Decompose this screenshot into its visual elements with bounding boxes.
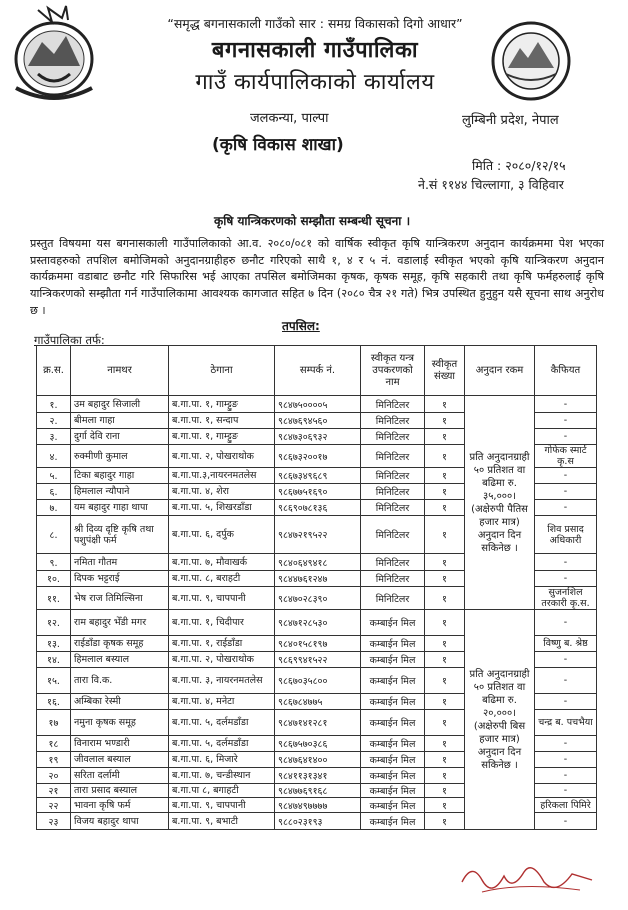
cell-phone: ९८६७३४९६८९ bbox=[275, 468, 361, 484]
cell-sn: २२ bbox=[37, 798, 71, 813]
cell-sn: १६. bbox=[37, 694, 71, 710]
cell-qty: १ bbox=[425, 752, 465, 768]
cell-remark: - bbox=[535, 736, 597, 752]
table-header-row bbox=[37, 346, 597, 396]
cell-qty: १ bbox=[425, 813, 465, 830]
notice-body: प्रस्तुत विषयमा यस बगनासकाली गाउँपालिकाको आ.व. २०८०/०८१ को वार्षिक स्वीकृत कृषि यान्त्रिकरण अनुदान कार्यक्रममा पेश भएका प्रस्तावहरुको तपशिल बमोजिमको अनुदानग्राहीहरु छनौट गरिएको साथै १, ४ र ५ नं. वडालाई स्वीकृत भएको कृषि यान्त्रिकरण अनुदान कार्यक्रममा वडाबाट छनौट गरि सिफारिस भई आएका तपसिल बमोजिमका कृषक, कृषक समूह, कृषि सहकारी तथा कृषि फर्महरुलाई कृषि यान्त्रिकरणको सम्झौता गर्न गाउँपालिकामा आवश्यक कागजात सहित ७ दिन (२०८० चैत्र २१ गते) भित्र उपस्थित हुनुहुन यसै सूचना साथ अनुरोध छ । bbox=[30, 237, 604, 317]
cell-sn: २३ bbox=[37, 813, 71, 830]
cell-address: ब.गा.पा. ९, बभाटी bbox=[169, 813, 275, 830]
cell-qty: १ bbox=[425, 484, 465, 500]
cell-remark: - bbox=[535, 694, 597, 710]
cell-name: तारा वि.क. bbox=[71, 668, 169, 694]
cell-phone: ९८४७७६९१६८ bbox=[275, 784, 361, 798]
cell-remark: - bbox=[535, 610, 597, 636]
cell-qty: १ bbox=[425, 784, 465, 798]
cell-equipment: कम्बाईन मिल bbox=[361, 652, 425, 668]
cell-address: ब.गा.पा. ६, दर्पुक bbox=[169, 516, 275, 554]
cell-phone: ९८४४७६१२४७ bbox=[275, 571, 361, 587]
cell-remark: - bbox=[535, 554, 597, 571]
cell-name: श्री दिव्य दृष्टि कृषि तथा पशुपंक्षी फर्म bbox=[71, 516, 169, 554]
cell-remark: - bbox=[535, 768, 597, 784]
cell-phone: ९८४०१५८१९७ bbox=[275, 636, 361, 652]
slogan: “समृद्ध बगनासकाली गाउँको सार : समग्र विकासको दिगो आधार” bbox=[167, 16, 463, 31]
cell-equipment: मिनिटिलर bbox=[361, 500, 425, 516]
cell-qty: १ bbox=[425, 396, 465, 413]
cell-equipment: कम्बाईन मिल bbox=[361, 694, 425, 710]
cell-qty: १ bbox=[425, 500, 465, 516]
cell-sn: ११. bbox=[37, 587, 71, 610]
cell-name: टिका बहादुर गाहा bbox=[71, 468, 169, 484]
cell-address: ब.गा.पा. ३, नायरनमतलेस bbox=[169, 668, 275, 694]
cell-sn: ७. bbox=[37, 500, 71, 516]
cell-address: ब.गा.पा. ५, दर्लमडाँडा bbox=[169, 736, 275, 752]
cell-remark: - bbox=[535, 784, 597, 798]
cell-phone: ९८४७५००००५ bbox=[275, 396, 361, 413]
cell-remark: - bbox=[535, 752, 597, 768]
header-name: नामथर bbox=[71, 346, 169, 396]
office-name: गाउँ कार्यपालिकाको कार्यालय bbox=[195, 70, 435, 95]
cell-phone: ९८४७६९४५६० bbox=[275, 413, 361, 429]
cell-phone: ९८६७५७०३८६ bbox=[275, 736, 361, 752]
cell-phone: ९८६९९४१५२२ bbox=[275, 652, 361, 668]
cell-name: अम्बिका रेस्मी bbox=[71, 694, 169, 710]
cell-address: ब.गा.पा. ६, मिजारे bbox=[169, 752, 275, 768]
cell-name: विजय बहादुर थापा bbox=[71, 813, 169, 830]
cell-sn: १७ bbox=[37, 710, 71, 736]
cell-address: ब.गा.पा ८, बगाहटी bbox=[169, 784, 275, 798]
cell-qty: १ bbox=[425, 587, 465, 610]
cell-remark: गोफेक स्मार्ट कृ.स bbox=[535, 445, 597, 468]
cell-phone: ९८६७०३५८०० bbox=[275, 668, 361, 694]
cell-name: नमिता गौतम bbox=[71, 554, 169, 571]
cell-equipment: मिनिटिलर bbox=[361, 429, 425, 445]
cell-phone: ९८४०६४९४१८ bbox=[275, 554, 361, 571]
cell-address: ब.गा.पा. ९, चापपानी bbox=[169, 798, 275, 813]
header-grant: अनुदान रकम bbox=[465, 346, 535, 396]
cell-address: ब.गा.पा. १, सन्दाप bbox=[169, 413, 275, 429]
cell-phone: ९८६९०७८१३६ bbox=[275, 500, 361, 516]
cell-equipment: मिनिटिलर bbox=[361, 484, 425, 500]
office-address: जलकन्या, पाल्पा bbox=[250, 111, 329, 126]
cell-remark: - bbox=[535, 484, 597, 500]
cell-name: हिमलाल न्यौपाने bbox=[71, 484, 169, 500]
cell-address: ब.गा.पा. १, गाम्ट्टुङ bbox=[169, 396, 275, 413]
cell-qty: १ bbox=[425, 571, 465, 587]
cell-name: तारा प्रसाद बस्याल bbox=[71, 784, 169, 798]
cell-name: उम बहादुर सिजाली bbox=[71, 396, 169, 413]
cell-sn: ८. bbox=[37, 516, 71, 554]
cell-equipment: मिनिटिलर bbox=[361, 396, 425, 413]
header-remark: कैफियत bbox=[535, 346, 597, 396]
cell-sn: ३. bbox=[37, 429, 71, 445]
header-address: ठेगाना bbox=[169, 346, 275, 396]
cell-sn: १९ bbox=[37, 752, 71, 768]
cell-sn: ५. bbox=[37, 468, 71, 484]
cell-grant-amount: प्रति अनुदानग्राही ५० प्रतिशत वा बढिमा रु. २०,०००। (अक्षेरुपी बिस हजार मात्र) अनुदान दिन सकिनेछ । bbox=[465, 610, 535, 830]
cell-address: ब.गा.पा. १, चिदीपार bbox=[169, 610, 275, 636]
cell-qty: १ bbox=[425, 636, 465, 652]
cell-sn: १५. bbox=[37, 668, 71, 694]
cell-name: हिमलाल बस्याल bbox=[71, 652, 169, 668]
cell-qty: १ bbox=[425, 429, 465, 445]
cell-sn: १८ bbox=[37, 736, 71, 752]
beneficiary-table bbox=[36, 345, 597, 830]
cell-qty: १ bbox=[425, 668, 465, 694]
cell-equipment: मिनिटिलर bbox=[361, 554, 425, 571]
cell-qty: १ bbox=[425, 554, 465, 571]
cell-qty: १ bbox=[425, 610, 465, 636]
cell-remark: - bbox=[535, 668, 597, 694]
cell-phone: ९८४७२१९५२२ bbox=[275, 516, 361, 554]
cell-qty: १ bbox=[425, 516, 465, 554]
cell-phone: ९८८०२३१९३ bbox=[275, 813, 361, 830]
cell-address: ब.गा.पा. १, गाम्ट्टुङ bbox=[169, 429, 275, 445]
cell-name: सरिता दर्लामी bbox=[71, 768, 169, 784]
cell-remark: - bbox=[535, 652, 597, 668]
cell-remark: सुजनशिल तरकारी कृ.स. bbox=[535, 587, 597, 610]
cell-equipment: कम्बाईन मिल bbox=[361, 610, 425, 636]
cell-equipment: मिनिटिलर bbox=[361, 571, 425, 587]
cell-remark: - bbox=[535, 468, 597, 484]
header-phone: सम्पर्क नं. bbox=[275, 346, 361, 396]
header-quantity: स्वीकृत संख्या bbox=[425, 346, 465, 396]
cell-equipment: मिनिटिलर bbox=[361, 516, 425, 554]
province: लुम्बिनी प्रदेश, नेपाल bbox=[462, 113, 559, 128]
cell-sn: १३. bbox=[37, 636, 71, 652]
cell-remark: - bbox=[535, 413, 597, 429]
cell-address: ब.गा.पा. ७, मौवाखर्क bbox=[169, 554, 275, 571]
branch-name: (कृषि विकास शाखा) bbox=[212, 135, 344, 155]
cell-remark: चन्द्र ब. पचभैया bbox=[535, 710, 597, 736]
cell-name: राम बहादुर भेँडी मगर bbox=[71, 610, 169, 636]
cell-sn: १०. bbox=[37, 571, 71, 587]
cell-name: भावना कृषि फर्म bbox=[71, 798, 169, 813]
nepal-emblem-logo bbox=[8, 4, 100, 104]
cell-equipment: कम्बाईन मिल bbox=[361, 636, 425, 652]
cell-phone: ९८४७६४१४०० bbox=[275, 752, 361, 768]
cell-qty: १ bbox=[425, 652, 465, 668]
cell-name: जीवलाल बस्याल bbox=[71, 752, 169, 768]
cell-sn: २० bbox=[37, 768, 71, 784]
cell-address: ब.गा.पा. ४, शेरा bbox=[169, 484, 275, 500]
cell-grant-amount: प्रति अनुदानग्राही ५० प्रतिशत वा बढिमा रु. ३५,०००। (अक्षेरुपी पैतिस हजार मात्र) अनुदान दिन सकिनेछ । bbox=[465, 396, 535, 610]
section-title: गाउँपालिका तर्फ: bbox=[34, 333, 105, 347]
cell-qty: १ bbox=[425, 468, 465, 484]
cell-equipment: मिनिटिलर bbox=[361, 468, 425, 484]
cell-name: दुर्गा देवि राना bbox=[71, 429, 169, 445]
cell-address: ब.गा.पा. ५, दर्लमडाँडा bbox=[169, 710, 275, 736]
cell-qty: १ bbox=[425, 736, 465, 752]
cell-name: रुक्मीणी कुमाल bbox=[71, 445, 169, 468]
cell-remark: - bbox=[535, 571, 597, 587]
cell-equipment: मिनिटिलर bbox=[361, 413, 425, 429]
cell-sn: १२. bbox=[37, 610, 71, 636]
cell-name: विनाराम भण्डारी bbox=[71, 736, 169, 752]
municipality-seal-logo bbox=[490, 20, 572, 102]
cell-phone: ९८४७१४१२८१ bbox=[275, 710, 361, 736]
cell-name: यम बहादुर गाहा थापा bbox=[71, 500, 169, 516]
cell-remark: हरिकला पिमिरे bbox=[535, 798, 597, 813]
cell-remark: - bbox=[535, 813, 597, 830]
cell-name: राईडाँडा कृषक समूह bbox=[71, 636, 169, 652]
cell-equipment: कम्बाईन मिल bbox=[361, 736, 425, 752]
cell-address: ब.गा.पा.३,नायरनमतलेस bbox=[169, 468, 275, 484]
cell-equipment: कम्बाईन मिल bbox=[361, 752, 425, 768]
cell-address: ब.गा.पा. ५, शिखरडाँडा bbox=[169, 500, 275, 516]
header-equipment: स्वीकृत यन्त्र उपकरणको नाम bbox=[361, 346, 425, 396]
cell-equipment: कम्बाईन मिल bbox=[361, 784, 425, 798]
table-row bbox=[37, 396, 597, 413]
cell-remark: शिव प्रसाद अधिकारी bbox=[535, 516, 597, 554]
cell-equipment: कम्बाईन मिल bbox=[361, 768, 425, 784]
cell-sn: १. bbox=[37, 396, 71, 413]
schedule-title: तपसिल: bbox=[282, 319, 320, 333]
cell-address: ब.गा.पा. ४, मनेटा bbox=[169, 694, 275, 710]
cell-phone: ९८४७१२८५३० bbox=[275, 610, 361, 636]
cell-phone: ९८४७०२८३९० bbox=[275, 587, 361, 610]
cell-sn: ४. bbox=[37, 445, 71, 468]
cell-sn: २. bbox=[37, 413, 71, 429]
cell-remark: - bbox=[535, 500, 597, 516]
cell-qty: १ bbox=[425, 710, 465, 736]
cell-name: नमुना कृषक समूह bbox=[71, 710, 169, 736]
cell-remark: - bbox=[535, 429, 597, 445]
cell-address: ब.गा.पा. १, राईडाँडा bbox=[169, 636, 275, 652]
cell-equipment: कम्बाईन मिल bbox=[361, 710, 425, 736]
cell-qty: १ bbox=[425, 798, 465, 813]
cell-qty: १ bbox=[425, 694, 465, 710]
cell-phone: ९८६७८४७७५ bbox=[275, 694, 361, 710]
municipality-name: बगनासकाली गाउँपालिका bbox=[211, 38, 419, 63]
cell-sn: २१ bbox=[37, 784, 71, 798]
cell-phone: ९८४७३०६९३२ bbox=[275, 429, 361, 445]
notice-date: मिति : २०८०/१२/१५ bbox=[472, 158, 566, 173]
cell-phone: ९८६७७५१६९० bbox=[275, 484, 361, 500]
cell-equipment: मिनिटिलर bbox=[361, 445, 425, 468]
cell-qty: १ bbox=[425, 445, 465, 468]
cell-sn: ६. bbox=[37, 484, 71, 500]
cell-address: ब.गा.पा. ७, चन्डीस्थान bbox=[169, 768, 275, 784]
cell-remark: - bbox=[535, 396, 597, 413]
cell-address: ब.गा.पा. ८, बराहटी bbox=[169, 571, 275, 587]
cell-name: दिपक भट्टराई bbox=[71, 571, 169, 587]
cell-equipment: कम्बाईन मिल bbox=[361, 798, 425, 813]
cell-qty: १ bbox=[425, 768, 465, 784]
reference-number: ने.सं ११४४ चिल्लागा, ३ विहिवार bbox=[418, 177, 564, 192]
cell-equipment: मिनिटिलर bbox=[361, 587, 425, 610]
table-row bbox=[37, 610, 597, 636]
cell-name: भेष राज तिमिल्सिना bbox=[71, 587, 169, 610]
cell-address: ब.गा.पा. २, पोखराथोक bbox=[169, 652, 275, 668]
cell-phone: ९८६७३२००१७ bbox=[275, 445, 361, 468]
signature bbox=[452, 852, 602, 902]
cell-phone: ९८४११३१३४१ bbox=[275, 768, 361, 784]
cell-address: ब.गा.पा. २, पोखराथोक bbox=[169, 445, 275, 468]
cell-phone: ९८४७४९७७७७ bbox=[275, 798, 361, 813]
cell-address: ब.गा.पा. ९, चापपानी bbox=[169, 587, 275, 610]
cell-equipment: कम्बाईन मिल bbox=[361, 813, 425, 830]
header-sn: क्र.स. bbox=[37, 346, 71, 396]
cell-remark: विष्णु ब. श्रेष्ठ bbox=[535, 636, 597, 652]
cell-name: बीमला गाहा bbox=[71, 413, 169, 429]
cell-equipment: कम्बाईन मिल bbox=[361, 668, 425, 694]
cell-sn: १४. bbox=[37, 652, 71, 668]
notice-subject: कृषि यान्त्रिकरणको सम्झौता सम्बन्धी सूचना । bbox=[214, 214, 411, 228]
cell-qty: १ bbox=[425, 413, 465, 429]
cell-sn: ९. bbox=[37, 554, 71, 571]
